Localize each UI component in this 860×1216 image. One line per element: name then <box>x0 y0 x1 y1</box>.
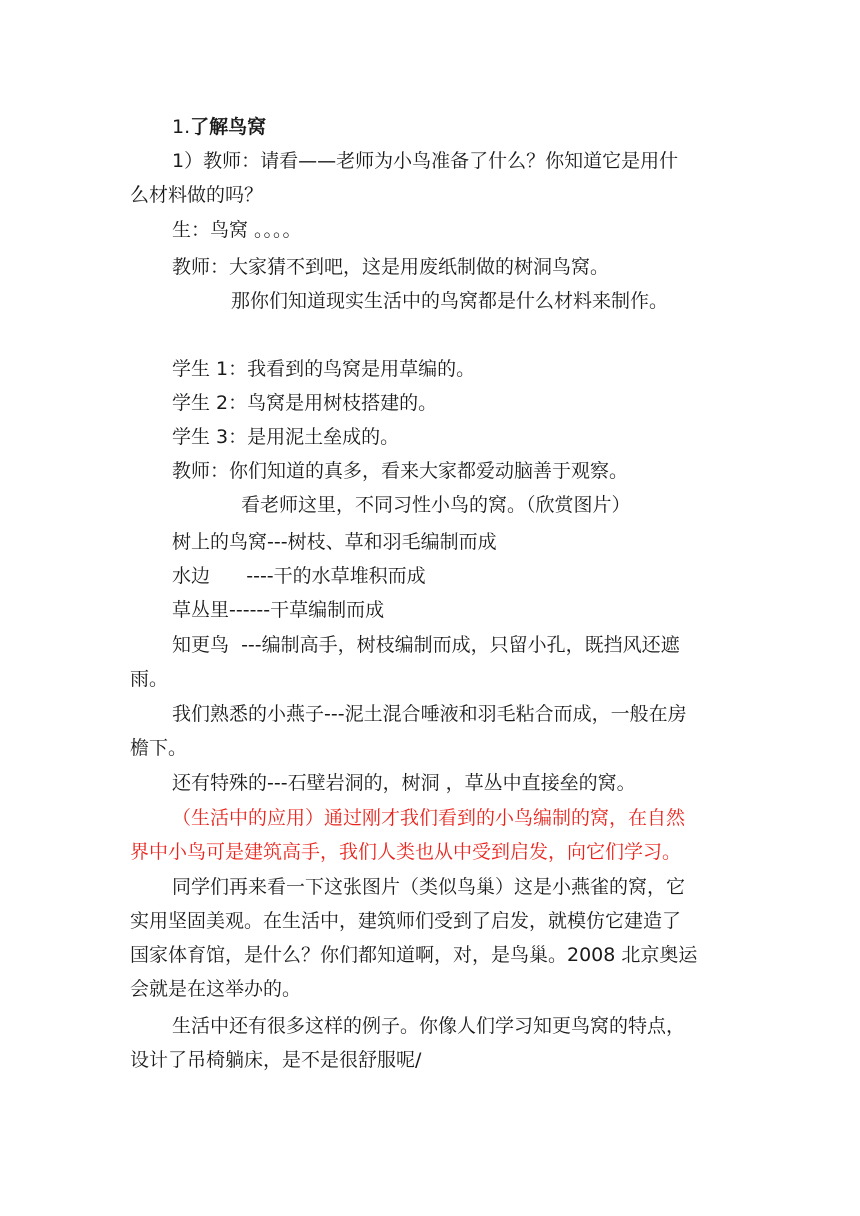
paragraph-line: 看老师这里，不同习性小鸟的窝。（欣赏图片） <box>241 494 631 516</box>
paragraph-line: 草丛里------干草编制而成 <box>172 599 385 621</box>
paragraph-line: 么材料做的吗？ <box>130 184 264 206</box>
paragraph-line: 学生 3：是用泥土垒成的。 <box>172 426 400 448</box>
heading-text: 了解鸟窝 <box>190 116 267 138</box>
heading-number: 1. <box>172 116 191 138</box>
paragraph-line: 还有特殊的---石壁岩洞的，树洞 ，草丛中直接垒的窝。 <box>172 772 636 794</box>
paragraph-line: 同学们再来看一下这张图片（类似鸟巢）这是小燕雀的窝，它 <box>172 876 686 898</box>
paragraph-line: 学生 2：鸟窝是用树枝搭建的。 <box>172 392 438 414</box>
paragraph-line: 树上的鸟窝---树枝、草和羽毛编制而成 <box>172 531 497 553</box>
paragraph-line: 学生 1：我看到的鸟窝是用草编的。 <box>172 358 476 380</box>
paragraph-line: 生：鸟窝 。。。。 <box>172 219 302 241</box>
paragraph-line: 国家体育馆，是什么？你们都知道啊，对，是鸟巢。2008 北京奥运 <box>130 944 698 966</box>
paragraph-line: 生活中还有很多这样的例子。你像人们学习知更鸟窝的特点， <box>172 1015 686 1037</box>
paragraph-line: 实用坚固美观。在生活中，建筑师们受到了启发，就模仿它建造了 <box>130 910 682 932</box>
paragraph-line: 那你们知道现实生活中的鸟窝都是什么材料来制作。 <box>231 290 669 312</box>
paragraph-line: 水边 ----干的水草堆积而成 <box>172 565 426 587</box>
highlight-line: （生活中的应用）通过刚才我们看到的小鸟编制的窝，在自然 <box>172 807 686 829</box>
paragraph-line: 设计了吊椅躺床，是不是很舒服呢/ <box>130 1049 422 1071</box>
paragraph-line: 教师：你们知道的真多，看来大家都爱动脑善于观察。 <box>172 460 629 482</box>
paragraph-line: 教师：大家猜不到吧，这是用废纸制做的树洞鸟窝。 <box>172 256 610 278</box>
paragraph-line: 会就是在这举办的。 <box>130 978 302 1000</box>
paragraph-line: 知更鸟 ---编制高手，树枝编制而成，只留小孔，既挡风还遮 <box>172 634 680 656</box>
paragraph-line: 雨。 <box>130 668 169 690</box>
highlight-line: 界中小鸟可是建筑高手，我们人类也从中受到启发，向它们学习。 <box>130 841 682 863</box>
paragraph-line: 1）教师：请看——老师为小鸟准备了什么？你知道它是用什 <box>172 150 679 172</box>
section-heading <box>172 113 266 141</box>
paragraph-line: 我们熟悉的小燕子---泥土混合唾液和羽毛粘合而成，一般在房 <box>172 703 687 725</box>
paragraph-line: 檐下。 <box>130 737 188 759</box>
